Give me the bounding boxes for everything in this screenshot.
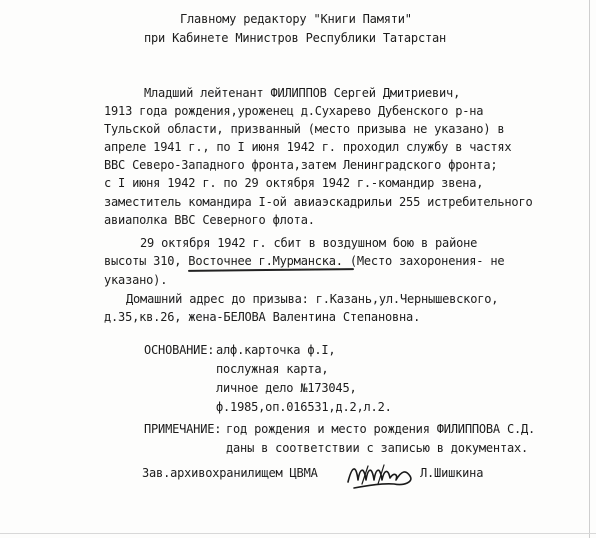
body-p1-line-6: с I июня 1942 г. по 29 октября 1942 г.-командир звена, [104, 176, 484, 190]
signatory-position: Зав.архивохранилищем ЦВМА [142, 466, 318, 480]
body-p1-line-5: ВВС Северо-Западного фронта,затем Ленинградского фронта; [104, 158, 498, 172]
page-edge-right [589, 0, 590, 538]
basis-line-4: ф.1985,оп.016531,д.2,л.2. [216, 400, 392, 414]
handwritten-signature [344, 458, 418, 492]
page-edge-bottom [0, 533, 596, 534]
body-p2-line-1: 29 октября 1942 г. сбит в воздушном бою в районе [140, 236, 478, 250]
body-p1-line-4: апреле 1941 г., по I июня 1942 г. проходил службу в частях [104, 140, 512, 154]
basis-line-1: алф.карточка ф.I, [216, 343, 336, 357]
body-p2-line-3: указано). [104, 273, 168, 287]
body-p1-line-7: заместитель командира I-ой авиаэскадрильи 255 истребительного [104, 195, 533, 209]
body-p3-line-1: Домашний адрес до призыва: г.Казань,ул.Чернышевского, [126, 292, 499, 306]
signatory-name: Л.Шишкина [420, 466, 484, 480]
body-p1-line-8: авиаполка ВВС Северного флота. [104, 213, 315, 227]
header-line-1: Главному редактору "Книги Памяти" [180, 12, 412, 26]
basis-line-3: личное дело №173045, [216, 381, 357, 395]
body-p1-line-1: Младший лейтенант ФИЛИППОВ Сергей Дмитриевич, [144, 86, 461, 100]
body-p1-line-3: Тульской области, призванный (место призыва не указано) в [104, 122, 505, 136]
basis-label: ОСНОВАНИЕ: [144, 343, 215, 357]
note-label: ПРИМЕЧАНИЕ: [144, 422, 222, 436]
body-p3-line-2: д.35,кв.26, жена-БЕЛОВА Валентина Степановна. [104, 310, 421, 324]
note-line-2: даны в соответствии с записью в документах. [226, 441, 529, 455]
note-line-1: год рождения и место рождения ФИЛИППОВА С.Д. [226, 422, 536, 436]
header-line-2: при Кабинете Министров Республики Татарстан [144, 31, 447, 45]
body-p2-line-2: высоты 310, Восточнее г.Мурманска. (Место захоронения- не [104, 254, 505, 268]
body-p1-line-2: 1913 года рождения,уроженец д.Сухарево Дубенского р-на [104, 104, 484, 118]
basis-line-2: послужная карта, [216, 362, 329, 376]
handwritten-underline [188, 268, 354, 272]
